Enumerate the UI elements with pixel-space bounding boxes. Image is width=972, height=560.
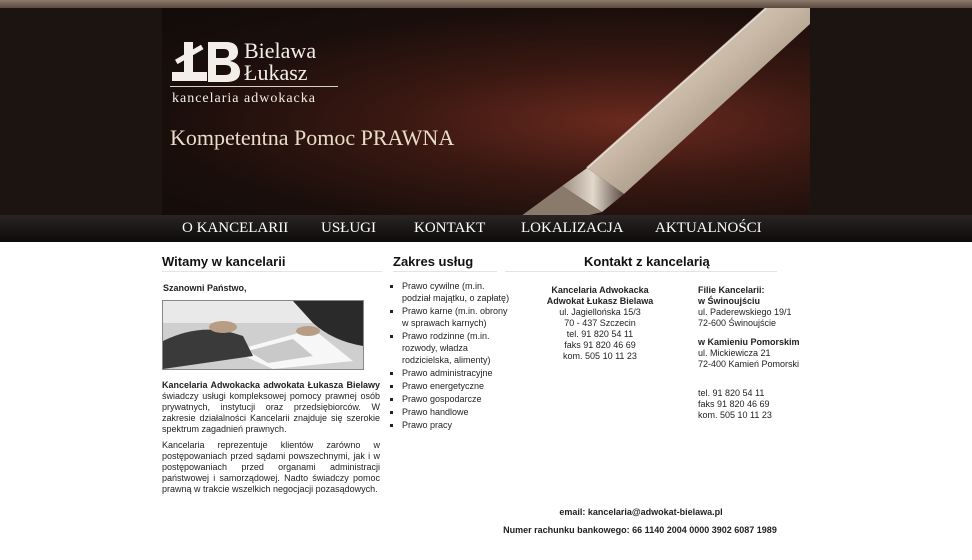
services-list — [393, 280, 512, 432]
welcome-paragraph-1-text: świadczy usługi kompleksowej pomocy prawnej osób prywatnych, instytucji oraz przedsiębiorców. W zakresie działalności Kancelarii znajduje się szerokie spektrum zagadnień prawnych. — [162, 391, 380, 434]
main-office-fax: faks 91 820 46 69 — [564, 340, 636, 350]
list-item: ▪ Prawo pracy — [402, 419, 512, 431]
main-office-street: ul. Jagiellońska 15/3 — [559, 307, 641, 317]
branch-kamien-street: ul. Mickiewicza 21 — [698, 348, 771, 358]
list-item: ▪ Prawo cywilne (m.in. podział majątku, o zapłatę) — [402, 280, 512, 304]
nav-item-kontakt[interactable]: KONTAKT — [414, 220, 486, 236]
list-item: ▪ Prawo gospodarcze — [402, 393, 512, 405]
main-office-mobile: kom. 505 10 11 23 — [563, 351, 637, 361]
header-banner — [0, 8, 972, 215]
branch-kamien-title: w Kamieniu Pomorskim — [698, 337, 800, 347]
contact-email[interactable]: email: kancelaria@adwokat-bielawa.pl — [559, 507, 723, 517]
tagline: Kompetentna Pomoc PRAWNA — [170, 125, 455, 150]
welcome-greeting: Szanowni Państwo, — [163, 283, 247, 293]
main-office-phone: tel. 91 820 54 11 — [566, 329, 634, 339]
branch-swinoujscie-block — [698, 285, 808, 329]
branches-heading: Filie Kancelarii: — [698, 285, 765, 295]
list-item: ▪ Prawo handlowe — [402, 406, 512, 418]
list-item: ▪ Prawo rodzinne (m.in. rozwody, władza rodzicielska, alimenty) — [402, 330, 512, 366]
branch-swinoujscie-street: ul. Paderewskiego 19/1 — [698, 307, 792, 317]
branch-kamien-city: 72-400 Kamień Pomorski — [698, 359, 800, 369]
list-item: ▪ Prawo energetyczne — [402, 380, 512, 392]
branch-mobile: kom. 505 10 11 23 — [698, 410, 772, 420]
services-title: Zakres usług — [393, 254, 474, 269]
top-strip — [0, 0, 972, 8]
nav-item-aktualnosci[interactable]: AKTUALNOŚCI — [655, 220, 762, 236]
bank-account: Numer rachunku bankowego: 66 1140 2004 0000 3902 6087 1989 — [503, 525, 777, 535]
logo-name-last: Łukasz — [244, 60, 308, 85]
branch-phones-block — [698, 388, 808, 421]
welcome-paragraph-2: Kancelaria reprezentuje klientów zarówno w postępowaniach przed sądami powszechnymi, jak i w postępowaniach przed organami administracji państwowej i samorządowej. Nadto świadczy pomoc prawną w trakcie wszelkich negocjacji pozasądowych. — [162, 440, 380, 494]
logo-mark-icon — [170, 42, 240, 82]
branch-kamien-block — [698, 337, 808, 370]
logo-divider — [170, 86, 338, 87]
list-item: ▪ Prawo karne (m.in. obrony w sprawach karnych) — [402, 305, 512, 329]
main-office-city: 70 - 437 Szczecin — [564, 318, 636, 328]
nav-item-lokalizacja[interactable]: LOKALIZACJA — [521, 220, 624, 236]
nav-item-o-kancelarii[interactable]: O KANCELARII — [182, 220, 289, 236]
branch-swinoujscie-city: 72-600 Świnoujście — [698, 318, 777, 328]
main-nav — [0, 215, 972, 242]
branch-phone: tel. 91 820 54 11 — [698, 388, 765, 398]
branch-swinoujscie-title: w Świnoujściu — [698, 296, 761, 306]
branch-fax: faks 91 820 46 69 — [698, 399, 770, 409]
welcome-paragraph-1 — [162, 380, 380, 435]
main-office-lawyer: Adwokat Łukasz Bielawa — [546, 296, 654, 306]
main-office-block — [541, 285, 659, 362]
welcome-title: Witamy w kancelarii — [162, 254, 286, 269]
welcome-divider — [162, 271, 382, 272]
main-office-name: Kancelaria Adwokacka — [551, 285, 649, 295]
nav-item-uslugi[interactable]: USŁUGI — [321, 220, 376, 236]
logo-name-first: Bielawa — [244, 38, 317, 63]
logo-subtitle: kancelaria adwokacka — [172, 91, 316, 106]
services-divider — [393, 271, 497, 272]
contact-divider — [505, 271, 777, 272]
office-photo — [162, 300, 364, 370]
contact-title: Kontakt z kancelarią — [584, 254, 710, 269]
list-item: ▪ Prawo administracyjne — [402, 367, 512, 379]
welcome-firm-name: Kancelaria Adwokacka adwokata Łukasza Bielawy — [162, 380, 380, 390]
